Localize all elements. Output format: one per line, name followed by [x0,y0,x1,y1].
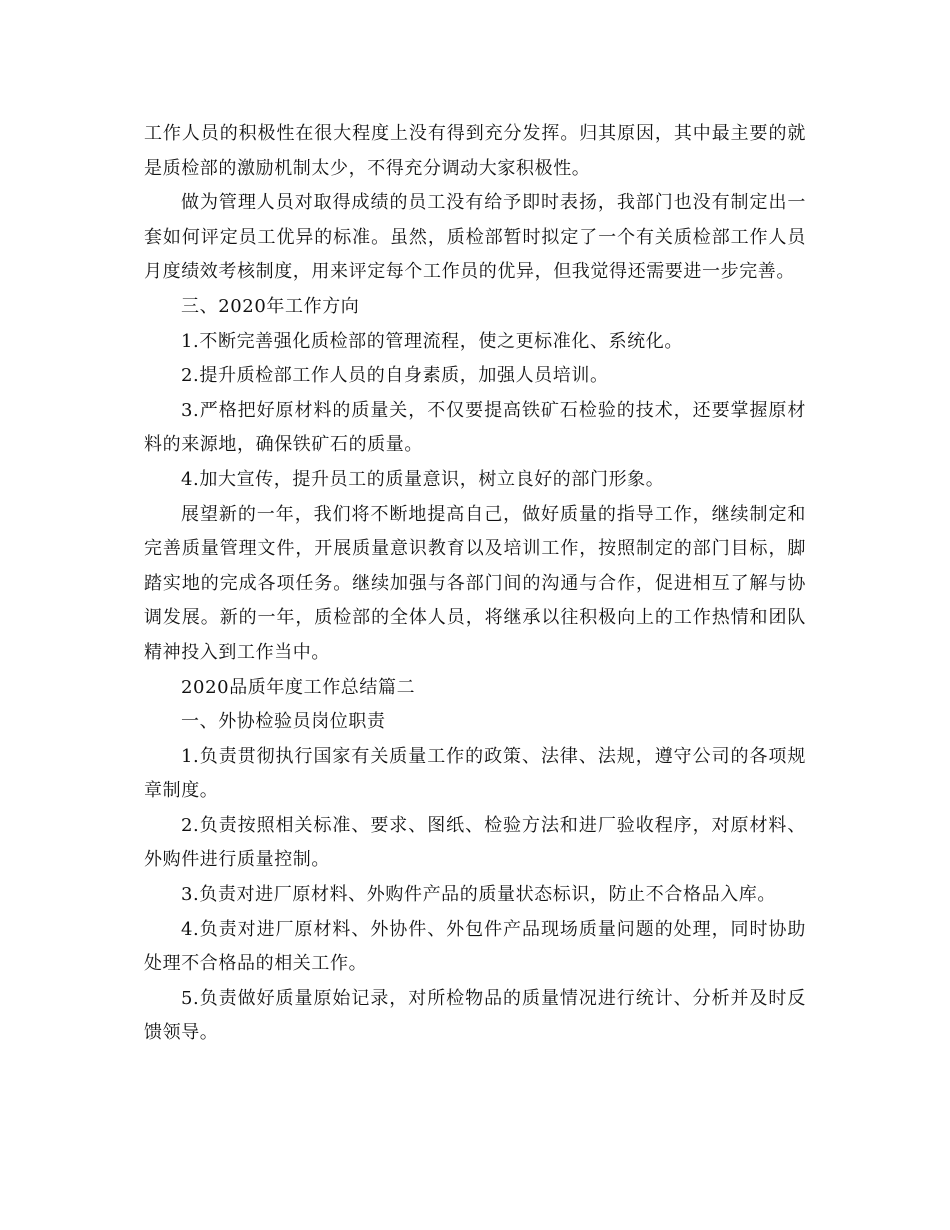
list-item-direction-4: 4.加大宣传，提升员工的质量意识，树立良好的部门形象。 [181,468,665,490]
list-item-duty-4: 4.负责对进厂原材料、外协件、外包件产品现场质量问题的处理，同时协助处理不合格品的相关工作。 [144,918,806,975]
list-item-direction-1: 1.不断完善强化质检部的管理流程，使之更标准化、系统化。 [181,330,683,352]
list-item-direction-2: 2.提升质检部工作人员的自身素质，加强人员培训。 [181,365,609,387]
paragraph-incentive-issue: 工作人员的积极性在很大程度上没有得到充分发挥。归其原因，其中最主要的就是质检部的激励机制太少，不得充分调动大家积极性。 [144,123,806,179]
document-body [144,117,806,1051]
heading-work-direction: 三、2020年工作方向 [181,295,360,317]
paragraph-management-evaluation: 做为管理人员对取得成绩的员工没有给予即时表扬，我部门也没有制定出一套如何评定员工优异的标准。虽然，质检部暂时拟定了一个有关质检部工作人员月度绩效考核制度，用来评定每个工作员的优异，但我觉得还需要进一步完善。 [144,192,806,283]
heading-inspector-duties: 一、外协检验员岗位职责 [181,711,386,733]
list-item-duty-2: 2.负责按照相关标准、要求、图纸、检验方法和进厂验收程序，对原材料、外购件进行质量控制。 [144,814,806,871]
list-item-duty-5: 5.负责做好质量原始记录，对所检物品的质量情况进行统计、分析并及时反馈领导。 [144,987,806,1044]
list-item-duty-3: 3.负责对进厂原材料、外购件产品的质量状态标识，防止不合格品入库。 [181,884,776,906]
section-title-part-two: 2020品质年度工作总结篇二 [181,676,416,698]
list-item-duty-1: 1.负责贯彻执行国家有关质量工作的政策、法律、法规，遵守公司的各项规章制度。 [144,745,806,802]
paragraph-outlook: 展望新的一年，我们将不断地提高自己，做好质量的指导工作，继续制定和完善质量管理文件，开展质量意识教育以及培训工作，按照制定的部门目标，脚踏实地的完成各项任务。继续加强与各部门间的沟通与合作，促进相互了解与协调发展。新的一年，质检部的全体人员，将继承以往积极向上的工作热情和团队精神投入到工作当中。 [144,503,806,663]
list-item-direction-3: 3.严格把好原材料的质量关，不仅要提高铁矿石检验的技术，还要掌握原材料的来源地，确保铁矿石的质量。 [144,399,806,456]
